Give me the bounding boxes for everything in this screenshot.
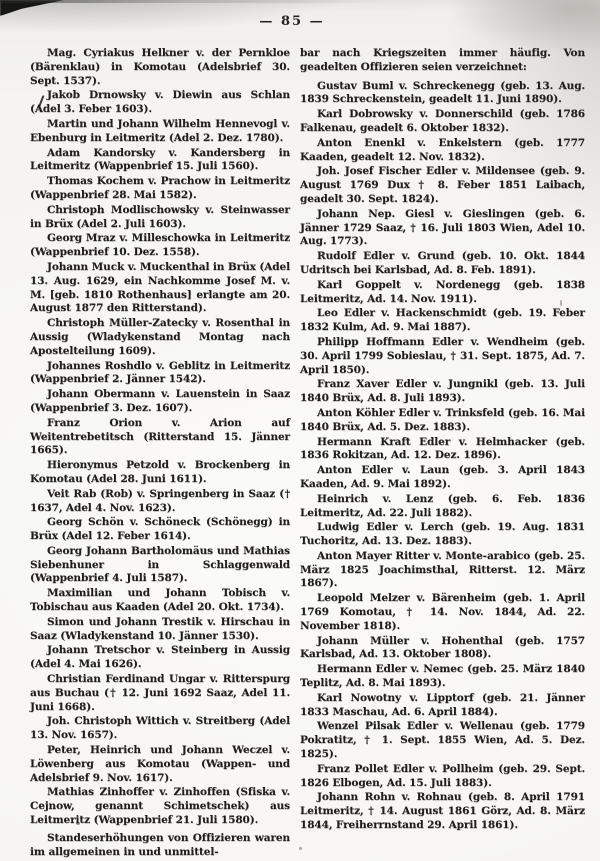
intro-paragraph: bar nach Kriegszeiten immer häufig. Von geadelten Offizieren seien verzeichnet: <box>300 47 585 73</box>
register-entry: Veit Rab (Rob) v. Springenberg in Saaz († 1637, Adel 4. Nov. 1623). <box>30 487 290 514</box>
nobility-register-left <box>30 47 290 828</box>
register-entry: Georg Johann Bartholomäus und Mathias Siebenhuner in Schlaggenwald (Wappenbrief 4. Juli 1587). <box>30 544 290 585</box>
register-entry: Philipp Hoffmann Edler v. Wendheim (geb. 30. April 1799 Sobieslau, † 31. Sept. 1875, Ad. 7. April 1850). <box>300 335 585 376</box>
register-entry: Anton Edler v. Laun (geb. 3. April 1843 Kaaden, Ad. 9. Mai 1892). <box>300 464 585 490</box>
register-entry: Peter, Heinrich und Johann Weczel v. Löwenberg aus Komotau (Wappen- und Adelsbrief 9. Nov. 1617). <box>30 744 290 784</box>
register-entry: Martin und Johann Wilhelm Hennevogl v. Ebenburg in Leitmeritz (Adel 2. Dez. 1780). <box>30 117 290 144</box>
register-entry: Johann Obermann v. Lauenstein in Saaz (Wappenbrief 3. Dez. 1607). <box>30 388 290 414</box>
register-entry: Joh. Christoph Wittich v. Streitberg (Adel 13. Nov. 1657). <box>30 715 290 742</box>
officers-register-right <box>300 80 585 833</box>
register-entry: Georg Mraz v. Milleschowka in Leitmeritz (Wappenbrief 10. Dez. 1558). <box>30 232 290 259</box>
scan-artifact-top-edge <box>0 0 600 3</box>
register-entry: Johannes Roshdlo v. Geblitz in Leitmeritz (Wappenbrief 2. Jänner 1542). <box>30 359 290 386</box>
register-entry: Maximilian und Johann Tobisch v. Tobischau aus Kaaden (Adel 20. Okt. 1734). <box>30 587 290 614</box>
register-entry: Rudolf Edler v. Grund (geb. 10. Okt. 1844 Udritsch bei Karlsbad, Ad. 8. Feb. 1891). <box>300 250 585 276</box>
register-entry: Karl Dobrowsky v. Donnerschild (geb. 1786 Falkenau, geadelt 6. Oktober 1832). <box>300 108 585 134</box>
register-entry: Franz Xaver Edler v. Jungnikl (geb. 13. Juli 1840 Brüx, Ad. 8. Juli 1893). <box>300 378 585 405</box>
closing-paragraph: Standeserhöhungen von Offizieren waren im allgemeinen in und unmittel- <box>30 831 290 858</box>
register-entry: Christoph Müller-Zatecky v. Rosenthal in Aussig (Wladykenstand Montag nach Apostelteilung 1609). <box>30 317 290 357</box>
register-entry: Leo Edler v. Hackenschmidt (geb. 19. Feber 1832 Kulm, Ad. 9. Mai 1887). <box>300 307 585 334</box>
register-entry: Mathias Zinhoffer v. Zinhoffen (Sfiska v. Cejnow, genannt Schimetschek) aus Leitmeritz (Wappenbrief 21. Juli 1580). <box>30 786 290 827</box>
register-entry: Johann Muck v. Muckenthal in Brüx (Adel 13. Aug. 1629, ein Nachkomme Josef M. v. M. [geb. 1810 Rothenhaus] erlangte am 20. August 1877 den Ritterstand). <box>30 260 290 315</box>
page-number: — 85 — <box>259 14 325 29</box>
register-entry: Leopold Melzer v. Bärenheim (geb. 1. April 1769 Komotau, † 14. Nov. 1844, Ad. 22. November 1818). <box>300 592 585 632</box>
register-entry: Ludwig Edler v. Lerch (geb. 19. Aug. 1831 Tuchoritz, Ad. 13. Dez. 1883). <box>300 521 585 548</box>
register-entry: Thomas Kochem v. Prachow in Leitmeritz (Wappenbrief 28. Mai 1582). <box>30 175 290 201</box>
register-entry: Karl Nowotny v. Lipptorf (geb. 21. Jänner 1833 Maschau, Ad. 6. April 1884). <box>300 691 585 718</box>
register-entry: Johann Müller v. Hohenthal (geb. 1757 Karlsbad, Ad. 13. Oktober 1808). <box>300 634 585 661</box>
register-entry: Jakob Drnowsky v. Diewin aus Schlan (Adel 3. Feber 1603). <box>30 89 290 116</box>
register-entry: Johann Tretschor v. Steinberg in Aussig (Adel 4. Mai 1626). <box>30 644 290 671</box>
register-entry: Anton Mayer Ritter v. Monte-arabico (geb. 25. März 1825 Joachimsthal, Ritterst. 12. März 1867). <box>300 549 585 590</box>
register-entry: Anton Enenkl v. Enkelstern (geb. 1777 Kaaden, geadelt 12. Nov. 1832). <box>300 136 585 163</box>
register-entry: Franz Orion v. Arion auf Weitentrebetitsch (Ritterstand 15. Jänner 1665). <box>30 416 290 457</box>
register-entry: Gustav Buml v. Schreckenegg (geb. 13. Aug. 1839 Schreckenstein, geadelt 11. Juni 1890). <box>300 79 585 106</box>
text-column-left <box>30 47 290 861</box>
register-entry: Johann Nep. Giesl v. Gieslingen (geb. 6. Jänner 1729 Saaz, † 16. Juli 1803 Wien, Adel 10. Aug. 1773). <box>300 207 585 248</box>
register-entry: Wenzel Pilsak Edler v. Wellenau (geb. 1779 Pokratitz, † 1. Sept. 1855 Wien, Ad. 5. Dez. 1825). <box>300 720 585 761</box>
register-entry: Simon und Johann Trestik v. Hirschau in Saaz (Wladykenstand 10. Jänner 1530). <box>30 615 290 642</box>
register-entry: Johann Rohn v. Rohnau (geb. 8. April 1791 Leitmeritz, † 14. August 1861 Görz, Ad. 8. März 1844, Freiherrnstand 29. April 1861). <box>300 791 585 832</box>
register-entry: Franz Pollet Edler v. Pollheim (geb. 29. Sept. 1826 Elbogen, Ad. 15. Juli 1883). <box>300 762 585 789</box>
register-entry: Adam Kandorsky v. Kandersberg in Leitmeritz (Wappenbrief 15. Juli 1560). <box>30 146 290 173</box>
register-entry: Hermann Kraft Edler v. Helmhacker (geb. 1836 Rokitzan, Ad. 12. Dez. 1896). <box>300 435 585 462</box>
register-entry: Christoph Modlischowsky v. Steinwasser in Brüx (Adel 2. Juli 1603). <box>30 203 290 230</box>
register-entry: Georg Schön v. Schöneck (Schönegg) in Brüx (Adel 12. Feber 1614). <box>30 516 290 543</box>
register-entry: Anton Köhler Edler v. Trinksfeld (geb. 16. Mai 1840 Brüx, Ad. 5. Dez. 1883). <box>300 406 585 433</box>
two-column-text-block <box>30 47 585 861</box>
register-entry: Christian Ferdinand Ungar v. Ritterspurg aus Buchau († 12. Juni 1692 Saaz, Adel 11. Juni 1668). <box>30 673 290 713</box>
register-entry: Joh. Josef Fischer Edler v. Mildensee (geb. 9. August 1769 Dux † 8. Feber 1851 Laibach, geadelt 30. Sept. 1824). <box>300 165 585 205</box>
register-entry: Heinrich v. Lenz (geb. 6. Feb. 1836 Leitmeritz, Ad. 22. Juli 1882). <box>300 492 585 519</box>
register-entry: Karl Goppelt v. Nordenegg (geb. 1838 Leitmeritz, Ad. 14. Nov. 1911). <box>300 278 585 305</box>
register-entry: Mag. Cyriakus Helkner v. der Pernkloe (Bärenklau) in Komotau (Adelsbrief 30. Sept. 1537). <box>30 47 290 87</box>
register-entry: Hieronymus Petzold v. Brockenberg in Komotau (Adel 28. Juni 1611). <box>30 459 290 485</box>
register-entry: Hermann Edler v. Nemec (geb. 25. März 1840 Teplitz, Ad. 8. Mai 1893). <box>300 663 585 690</box>
text-column-right <box>300 47 585 861</box>
